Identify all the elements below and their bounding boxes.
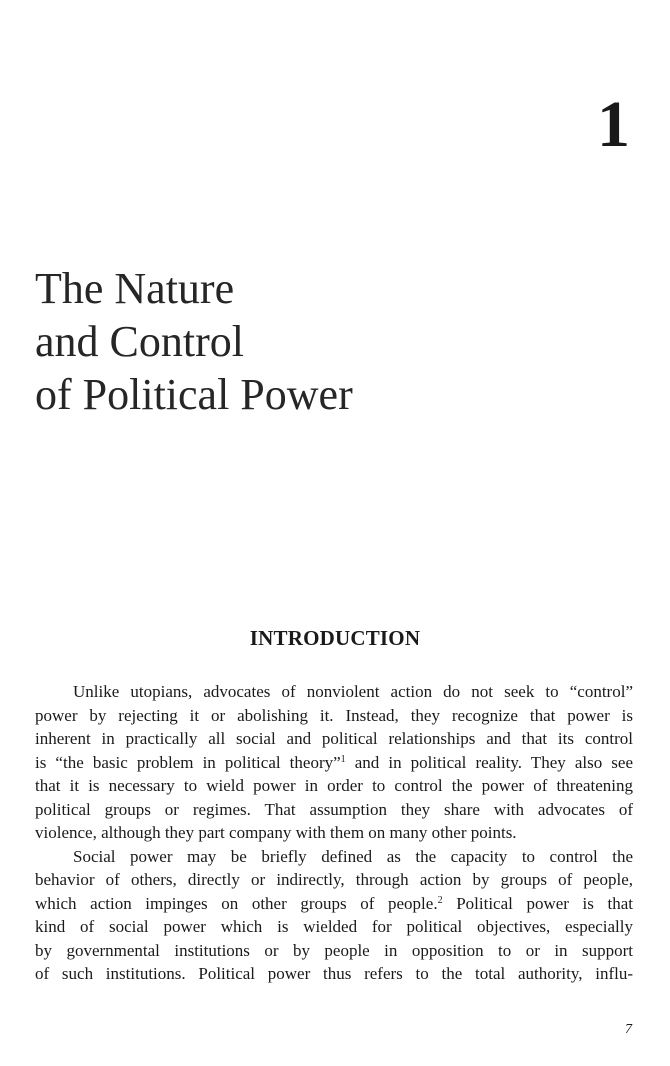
text-line: that it is necessary to wield power in order to control the power of threatening (35, 776, 633, 795)
text-line: violence, although they part company with them on many other points. (35, 823, 517, 842)
text-line: of such institutions. Political power thus refers to the total authority, influ- (35, 964, 633, 983)
chapter-title-line: of Political Power (35, 370, 353, 419)
text-line: Unlike utopians, advocates of nonviolent action do not seek to “control” (73, 682, 633, 701)
chapter-title (35, 262, 353, 421)
paragraph (35, 845, 633, 986)
chapter-title-line: and Control (35, 317, 244, 366)
text-line: power by rejecting it or abolishing it. Instead, they recognize that power is (35, 705, 633, 725)
text-segment: is “the basic problem in political theory” (35, 752, 341, 772)
chapter-title-line: The Nature (35, 264, 235, 313)
text-line: by governmental institutions or by people in opposition to or in support (35, 940, 633, 960)
text-line (35, 892, 633, 916)
text-segment: Political power is that (442, 893, 633, 913)
text-line: inherent in practically all social and political relationships and that its control (35, 729, 633, 748)
page-number: 7 (625, 1022, 632, 1037)
text-segment: which action impinges on other groups of people. (35, 893, 438, 913)
paragraph (35, 680, 633, 845)
text-line: kind of social power which is wielded for political objectives, especially (35, 917, 633, 936)
section-heading: INTRODUCTION (249, 626, 421, 650)
text-line: behavior of others, directly or indirectly, through action by groups of people, (35, 870, 633, 889)
text-segment: and in political reality. They also see (345, 752, 634, 772)
footnote-marker[interactable]: 2 (437, 894, 443, 906)
text-line: Social power may be briefly defined as the capacity to control the (73, 846, 633, 866)
footnote-marker[interactable]: 1 (340, 753, 346, 765)
text-line: political groups or regimes. That assumption they share with advocates of (35, 799, 633, 819)
chapter-number: 1 (597, 88, 630, 161)
body-text (35, 680, 633, 986)
text-line (35, 751, 633, 775)
